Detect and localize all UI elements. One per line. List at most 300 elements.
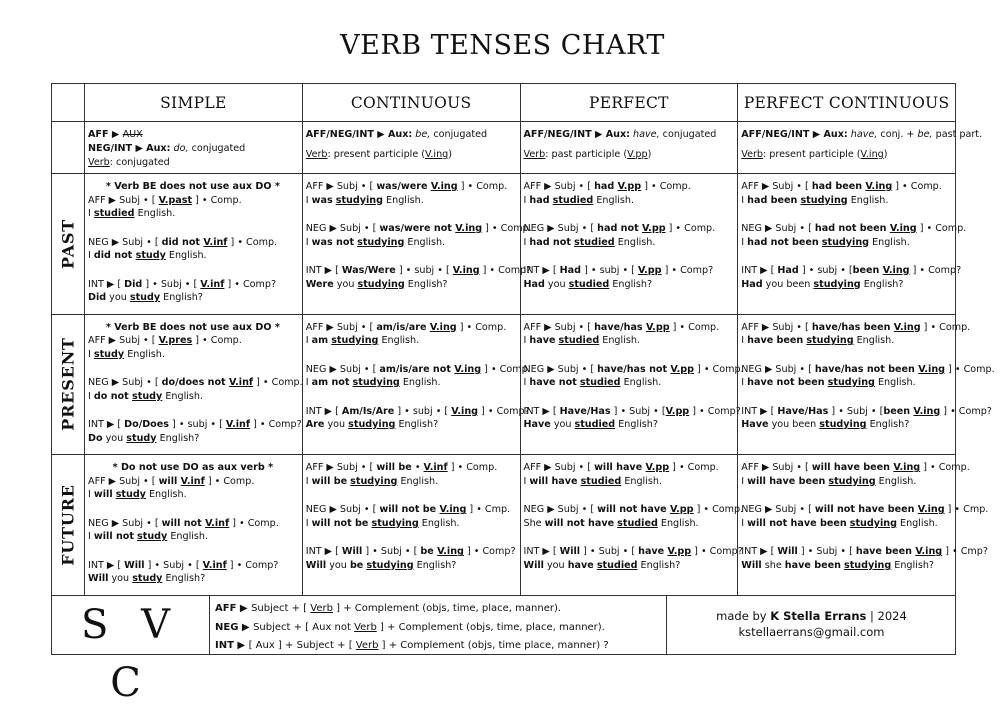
info-label: Aux:: [823, 129, 848, 140]
aux-word: do not: [93, 390, 133, 402]
verb-form: V.inf: [200, 278, 225, 290]
example-line: [524, 334, 734, 348]
text: ] • Comp.: [669, 321, 720, 333]
verb-example: studying: [350, 475, 398, 487]
aux-word: did not: [161, 236, 204, 248]
text: I: [88, 531, 94, 543]
text: you: [108, 573, 133, 585]
text: English.: [874, 377, 916, 389]
verb-form: V.ing: [865, 181, 893, 192]
text: INT ▶ [: [741, 265, 778, 276]
example-line: [306, 334, 516, 348]
aux-word: have: [567, 559, 594, 571]
text: you: [762, 278, 787, 290]
verb-example: studying: [352, 377, 400, 389]
text: AFF ▶ Subj • [: [523, 462, 595, 474]
aux-word: Do: [88, 432, 103, 444]
aux-word: Do/Does: [124, 419, 169, 431]
corner-cell: [52, 84, 85, 122]
credit-line: [667, 608, 956, 624]
text: English?: [156, 432, 200, 444]
verb-example: studying: [800, 194, 848, 206]
example-line: [88, 530, 298, 544]
example-line: [88, 488, 298, 502]
cell-present-perfect-continuous: [738, 314, 995, 455]
row-present: [52, 314, 956, 455]
formula-line: [741, 503, 989, 517]
cell-past-perfect: [520, 174, 738, 315]
text: I: [88, 348, 94, 360]
text: ] • subj • [: [581, 265, 638, 276]
aux-word: was: [311, 194, 333, 206]
aux-word: have been: [747, 335, 804, 347]
aux-word: have/has been: [811, 321, 894, 333]
example-line: [306, 376, 516, 390]
example-line: [306, 418, 516, 432]
example-line: [88, 572, 298, 586]
verb-form: V.inf: [423, 462, 448, 474]
info-text: : present participle (: [327, 149, 426, 160]
info-value: have,: [847, 129, 878, 140]
verb-example: studied: [596, 559, 638, 571]
verb-example: studying: [843, 559, 892, 571]
verb-example: study: [129, 292, 161, 303]
cell-note: * Verb BE does not use aux DO *: [105, 321, 280, 333]
text: English.: [397, 475, 439, 487]
verb-tenses-table: [51, 83, 995, 596]
column-header-continuous: CONTINUOUS: [302, 84, 520, 122]
text: you: [102, 432, 127, 444]
verb-example: studying: [813, 278, 861, 290]
verb-example: studying: [827, 377, 875, 389]
formula-label: AFF ▶: [215, 603, 252, 614]
formula-label: NEG ▶: [215, 621, 254, 633]
text: ] • Comp.: [229, 517, 279, 529]
aux-word: be: [349, 559, 364, 571]
text: I: [741, 236, 748, 248]
text: English.: [614, 236, 656, 248]
aux-word: am/is/are not: [379, 363, 455, 375]
formula-verb: Verb: [354, 621, 377, 633]
text: English?: [162, 573, 206, 585]
aux-word: will not have been: [747, 517, 847, 529]
text: •: [411, 462, 424, 474]
text: ] • Comp?: [689, 405, 741, 417]
verb-example: studying: [828, 475, 876, 487]
info-label: Aux:: [387, 129, 413, 140]
verb-example: studying: [371, 517, 419, 529]
credits: [666, 596, 956, 654]
aux-word: will not be: [311, 517, 369, 529]
info-text: : past participle (: [545, 149, 628, 160]
text: I: [741, 377, 748, 389]
formula-line: [306, 545, 516, 559]
formula-line: [88, 194, 298, 208]
formula-line: [741, 545, 988, 559]
text: INT ▶ [: [523, 405, 560, 417]
aux-word: Did: [88, 292, 107, 303]
verb-form: V.pp: [642, 223, 666, 234]
text: NEG ▶ Subj • [: [741, 223, 815, 234]
formula-text: Subject + [: [253, 621, 313, 633]
verb-form: V.inf: [180, 475, 205, 487]
formula-aux: Aux not: [312, 621, 355, 633]
text: I: [305, 475, 312, 487]
formula-line: [88, 418, 302, 432]
formula-line: [305, 222, 532, 236]
aux-word: am not: [311, 377, 350, 389]
example-line: [524, 194, 734, 208]
verb-example: studied: [93, 208, 135, 219]
verb-example: studied: [574, 419, 616, 431]
column-header-perfect: PERFECT: [520, 84, 738, 122]
aux-word: Were: [305, 278, 334, 290]
verb-example: study: [135, 250, 166, 261]
aux-word: Have: [523, 419, 551, 431]
verb-form: V.ing: [454, 363, 482, 375]
text: I: [741, 335, 748, 347]
formula-line: [741, 264, 962, 278]
svc-label: S V C: [52, 596, 210, 654]
formula-line: [306, 503, 516, 517]
aux-word: Have: [741, 419, 769, 431]
text: AFF ▶ Subj • [: [523, 321, 595, 333]
info-simple: [85, 122, 303, 174]
formula-text: ] + Complement (objs, time, place, manner).: [376, 621, 605, 633]
verb-example: studied: [573, 236, 615, 248]
aux-word: did not: [93, 250, 136, 261]
text: English.: [162, 390, 204, 402]
row-label-present: [52, 314, 85, 455]
row-label-future: [52, 455, 85, 596]
cell-present-perfect: [520, 314, 744, 455]
example-line: [741, 418, 951, 432]
column-header-simple: SIMPLE: [85, 84, 303, 122]
example-line: [306, 559, 516, 573]
info-verb-label: Verb: [741, 149, 764, 160]
text: English.: [165, 250, 207, 261]
formula-line: [741, 461, 970, 475]
info-verb-label: Verb: [305, 149, 328, 160]
verb-example: studying: [357, 236, 405, 248]
text: been: [786, 278, 811, 290]
text: you: [544, 278, 569, 290]
text: ] • Comp.: [920, 321, 971, 333]
text: English.: [657, 517, 699, 529]
formula-line: [524, 180, 734, 194]
formula-line: [524, 461, 734, 475]
aux-word: Have/Has: [777, 405, 829, 417]
verb-example: studied: [617, 517, 658, 529]
text: I: [88, 489, 94, 501]
verb-example: studying: [357, 278, 405, 290]
text: ] • Comp?: [250, 419, 302, 431]
verb-example: studying: [819, 419, 867, 431]
text: ] • Subj • [: [828, 405, 884, 417]
text: AFF ▶ Subj • [: [88, 475, 159, 487]
text: I: [523, 335, 530, 347]
text: I: [523, 475, 530, 487]
example-line: [88, 249, 298, 263]
aux-word: will: [158, 475, 181, 487]
info-perfect: [520, 122, 738, 174]
text: ] • Comp.: [447, 462, 498, 474]
text: English.: [869, 236, 910, 248]
formula-line: [741, 321, 971, 335]
example-line: [88, 207, 298, 221]
text: English.: [847, 194, 889, 206]
formula-verb: Verb: [310, 603, 333, 614]
aux-word: Am/Is/Are: [341, 405, 395, 417]
info-verb-label: Verb: [523, 149, 546, 160]
cell-future-simple: [85, 455, 303, 596]
formula-line: [88, 278, 298, 292]
aux-word: had: [594, 181, 618, 192]
verb-form: V.ing: [455, 223, 483, 234]
formula-line: [524, 321, 734, 335]
text: NEG ▶ Subj • [: [523, 223, 598, 234]
text: AFF ▶ Subj • [: [523, 181, 595, 192]
text: I: [305, 335, 312, 347]
cell-future-perfect: [520, 455, 744, 596]
info-label: Aux:: [605, 129, 630, 140]
aux-word: Are: [305, 419, 325, 431]
text: I: [305, 377, 312, 389]
row-label-text: PRESENT: [58, 337, 78, 432]
text: ] • Subj • [: [362, 546, 421, 558]
text: I: [305, 517, 312, 529]
text: English?: [891, 559, 935, 571]
formula-text: ] + Subject + [: [274, 640, 356, 651]
text: I: [523, 377, 530, 389]
example-line: [306, 194, 516, 208]
verb-example: studied: [579, 377, 621, 389]
text: NEG ▶ Subj • [: [88, 517, 162, 529]
text: you: [543, 559, 568, 571]
formula-line: [88, 559, 298, 573]
text: NEG ▶ Subj • [: [523, 363, 598, 375]
text: ] • Comp.: [641, 181, 691, 192]
info-perfect-continuous: [738, 122, 983, 174]
aux-word: Will: [341, 546, 363, 558]
verb-example: studying: [348, 419, 396, 431]
text: English?: [866, 419, 910, 431]
text: you: [333, 278, 358, 290]
aux-word: will not: [93, 531, 134, 543]
aux-word: had not been: [747, 236, 819, 248]
verb-example: studied: [580, 475, 622, 487]
formula-int: [215, 637, 665, 656]
info-label: AFF/NEG/INT ▶: [305, 129, 388, 140]
formula-line: [305, 405, 530, 419]
text: ] • subj • [: [798, 265, 853, 276]
formula-aux: Aux: [255, 640, 275, 651]
text: NEG ▶ Subj • [: [88, 236, 162, 248]
aux-word: will have: [594, 462, 646, 474]
aux-word: had not: [529, 236, 571, 248]
aux-word: will have been: [747, 475, 826, 487]
formula-line: [88, 376, 303, 390]
formula-line: [306, 321, 516, 335]
text: ] • Comp.: [945, 363, 995, 375]
cell-present-simple: [85, 314, 303, 455]
text: English.: [124, 348, 165, 360]
info-label: AFF/NEG/INT ▶: [523, 129, 606, 140]
text: NEG ▶ Subj • [: [741, 363, 815, 375]
aux-word: been: [852, 265, 883, 276]
formula-line: [741, 363, 995, 377]
text: English?: [609, 278, 653, 290]
verb-example: study: [132, 390, 163, 402]
text: NEG ▶ Subj • [: [88, 377, 162, 389]
text: English.: [621, 475, 663, 487]
formula-label: INT ▶: [215, 640, 249, 651]
formula-line: [306, 180, 516, 194]
aux-word: Will: [741, 559, 762, 571]
aux-word: will not have: [597, 504, 670, 516]
text: INT ▶ [: [88, 559, 125, 571]
example-line: [306, 475, 516, 489]
text: ] • Cmp.: [466, 504, 511, 516]
aux-word: Had: [523, 278, 545, 290]
info-text: ): [647, 149, 652, 160]
text: ] • Comp?: [691, 546, 743, 558]
cell-note: * Do not use DO as aux verb *: [112, 462, 274, 474]
text: ] • Comp.: [192, 194, 242, 206]
cell-future-perfect-continuous: [738, 455, 989, 596]
corner-cell: [52, 122, 85, 174]
text: you: [768, 419, 793, 431]
aux-word: will not have been: [814, 504, 918, 516]
text: you: [326, 559, 350, 571]
row-past: [52, 174, 956, 315]
verb-example: studied: [568, 278, 610, 290]
formula-line: [88, 517, 298, 531]
verb-form: V.pp: [637, 265, 662, 276]
text: NEG ▶ Subj • [: [305, 363, 380, 375]
verb-form: V.ing: [913, 405, 941, 417]
example-line: [88, 348, 298, 362]
text: ] • Subj • [: [610, 405, 666, 417]
text: ] • Comp.: [192, 335, 242, 347]
verb-form: V.ing: [437, 546, 464, 558]
verb-example: studying: [806, 335, 854, 347]
cell-past-continuous: [302, 174, 532, 315]
verb-example: studying: [335, 194, 383, 206]
aux-word: am: [311, 335, 329, 347]
text: English?: [160, 292, 203, 303]
cell-future-continuous: [302, 455, 520, 596]
example-line: [524, 236, 734, 250]
text: AFF ▶ Subj • [: [741, 462, 812, 474]
text: English.: [145, 489, 187, 501]
text: NEG ▶ Subj • [: [305, 504, 380, 516]
verb-form: V.ing: [451, 405, 479, 417]
aux-word: was not: [311, 236, 355, 248]
aux-word: will not: [161, 517, 206, 529]
formula-line: [523, 503, 744, 517]
text: English?: [404, 278, 448, 290]
example-line: [306, 278, 516, 292]
aux-word: have: [638, 546, 668, 558]
aux-word: have been: [855, 546, 916, 558]
text: AFF ▶ Subj • [: [88, 194, 159, 206]
aux-word: am/is/are: [376, 321, 430, 333]
formula-aff: [215, 600, 665, 619]
text: INT ▶ [: [88, 278, 125, 290]
example-line: [88, 432, 298, 446]
text: I: [88, 390, 94, 402]
info-text: : conjugated: [109, 157, 170, 168]
verb-form: V.pres: [158, 335, 193, 347]
verb-form: V.ing: [429, 321, 457, 333]
aux-word: Will: [777, 546, 798, 558]
verb-example: studying: [366, 559, 414, 571]
verb-form: V.ing: [889, 223, 917, 234]
aux-word: Was/Were: [341, 265, 396, 276]
info-label: AFF ▶: [88, 129, 123, 140]
aux-word: have/has not been: [814, 363, 919, 375]
text: INT ▶ [: [523, 546, 560, 558]
info-text: conjugated: [188, 143, 246, 154]
formula-neg: [215, 619, 665, 638]
aux-word: will not be: [379, 504, 440, 516]
text: I: [741, 475, 748, 487]
aux-word: had been: [811, 181, 866, 192]
text: AFF ▶ Subj • [: [88, 335, 159, 347]
text: ] • Subj • [: [142, 278, 201, 290]
verb-example: studying: [821, 236, 870, 248]
text: English?: [395, 419, 439, 431]
aux-word: had: [529, 194, 550, 206]
example-line: [741, 475, 951, 489]
text: you: [550, 419, 575, 431]
text: English.: [875, 475, 917, 487]
text: ] • Comp.: [916, 223, 967, 234]
text: English.: [378, 335, 420, 347]
example-line: [306, 236, 516, 250]
aux-word: Will: [305, 559, 327, 571]
text: ] • Comp.: [456, 321, 507, 333]
text: ] • Comp.: [665, 223, 716, 234]
formula-verb: Verb: [355, 640, 379, 651]
verb-form: V.ing: [893, 462, 921, 474]
text: English?: [637, 559, 681, 571]
verb-form: V.inf: [205, 517, 230, 529]
cell-past-simple: [85, 174, 303, 315]
text: She: [523, 517, 545, 529]
text: ] • Comp?: [661, 265, 714, 276]
text: English.: [134, 208, 176, 219]
verb-example: study: [115, 489, 146, 501]
example-line: [741, 236, 951, 250]
text: ] • Comp.: [920, 462, 970, 474]
info-row: [52, 122, 956, 174]
info-value: have,: [629, 129, 660, 140]
text: ] • Subj • [: [580, 546, 639, 558]
aux-word: been: [883, 405, 914, 417]
text: ] • Comp?: [463, 546, 516, 558]
verb-form: V.ing: [918, 363, 946, 375]
aux-word: Had: [559, 265, 582, 276]
aux-word: Had: [777, 265, 799, 276]
text: ] • Comp?: [479, 265, 532, 276]
aux-word: will not have: [544, 517, 615, 529]
info-text: conj. +: [877, 129, 918, 140]
verb-form: V.ing: [882, 265, 910, 276]
text: INT ▶ [: [305, 405, 342, 417]
verb-form: V.ing: [893, 321, 921, 333]
